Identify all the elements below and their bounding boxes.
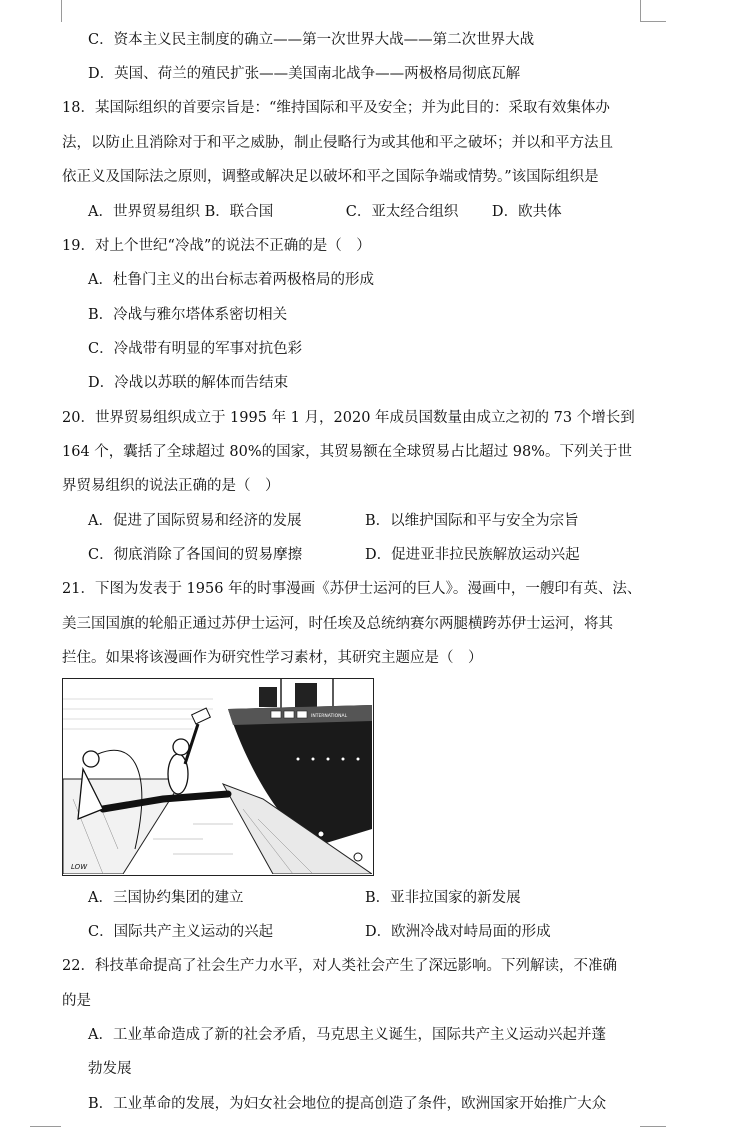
question-21-line-3: 拦住。如果将该漫画作为研究性学习素材，其研究主题应是（ ） — [62, 650, 483, 666]
option-19c: C．冷战带有明显的军事对抗色彩 — [88, 341, 303, 357]
option-21a: A．三国协约集团的建立 — [88, 890, 244, 906]
cartoon-signature: LOW — [71, 863, 88, 871]
option-19a: A．杜鲁门主义的出台标志着两极格局的形成 — [88, 272, 374, 288]
question-22-line-2: 的是 — [62, 993, 91, 1009]
option-21c: C．国际共产主义运动的兴起 — [88, 924, 274, 940]
option-17c: C．资本主义民主制度的确立——第一次世界大战——第二次世界大战 — [88, 32, 535, 48]
cartoon-drawing — [63, 679, 372, 874]
option-19b: B．冷战与雅尔塔体系密切相关 — [88, 307, 288, 323]
option-17d: D．英国、荷兰的殖民扩张——美国南北战争——两极格局彻底瓦解 — [88, 66, 521, 82]
option-20a: A．促进了国际贸易和经济的发展 — [88, 513, 302, 529]
crop-mark-top-left — [61, 0, 62, 22]
question-19: 19．对上个世纪“冷战”的说法不正确的是（ ） — [62, 238, 371, 254]
question-20-line-2: 164 个，囊括了全球超过 80%的国家，其贸易额在全球贸易占比超过 98%。下列关于世 — [62, 444, 632, 460]
question-18-line-1: 18．某国际组织的首要宗旨是：“维持国际和平及安全；并为此目的：采取有效集体办 — [62, 100, 610, 116]
question-21-line-2: 美三国国旗的轮船正通过苏伊士运河，时任埃及总统纳赛尔两腿横跨苏伊士运河，将其 — [62, 616, 613, 632]
question-18-line-2: 法，以防止且消除对于和平之威胁，制止侵略行为或其他和平之破坏；并以和平方法且 — [62, 135, 613, 151]
option-21b: B．亚非拉国家的新发展 — [365, 890, 521, 906]
question-18-options: A．世界贸易组织 B．联合国 C．亚太经合组织 D．欧共体 — [88, 204, 562, 220]
option-22a-line-2: 勃发展 — [88, 1061, 132, 1077]
option-22a-line-1: A．工业革命造成了新的社会矛盾，马克思主义诞生，国际共产主义运动兴起并蓬 — [88, 1027, 606, 1043]
crop-mark-top-right — [640, 0, 641, 22]
question-18-line-3: 依正义及国际法之原则，调整或解决足以破坏和平之国际争端或情势。”该国际组织是 — [62, 169, 599, 185]
option-20b: B．以维护国际和平与安全为宗旨 — [365, 513, 579, 529]
option-21d: D．欧洲冷战对峙局面的形成 — [365, 924, 551, 940]
ship-lettering: INTERNATIONAL — [311, 714, 348, 719]
question-21-line-1: 21．下图为发表于 1956 年的时事漫画《苏伊士运河的巨人》。漫画中，一艘印有英、法、 — [62, 581, 642, 597]
suez-canal-cartoon — [62, 678, 374, 876]
crop-mark-bottom-right — [640, 1126, 666, 1127]
option-19d: D．冷战以苏联的解体而告结束 — [88, 375, 289, 391]
question-20-line-3: 界贸易组织的说法正确的是（ ） — [62, 478, 280, 494]
option-20c: C．彻底消除了各国间的贸易摩擦 — [88, 547, 303, 563]
crop-mark-top-right-h — [640, 21, 666, 22]
question-22-line-1: 22．科技革命提高了社会生产力水平，对人类社会产生了深远影响。下列解读，不准确 — [62, 958, 617, 974]
option-20d: D．促进亚非拉民族解放运动兴起 — [365, 547, 580, 563]
option-22b-line-1: B．工业革命的发展，为妇女社会地位的提高创造了条件，欧洲国家开始推广大众 — [88, 1096, 607, 1112]
question-20-line-1: 20．世界贸易组织成立于 1995 年 1 月，2020 年成员国数量由成立之初的 73 个增长到 — [62, 410, 635, 426]
crop-mark-bottom-left — [30, 1126, 61, 1127]
